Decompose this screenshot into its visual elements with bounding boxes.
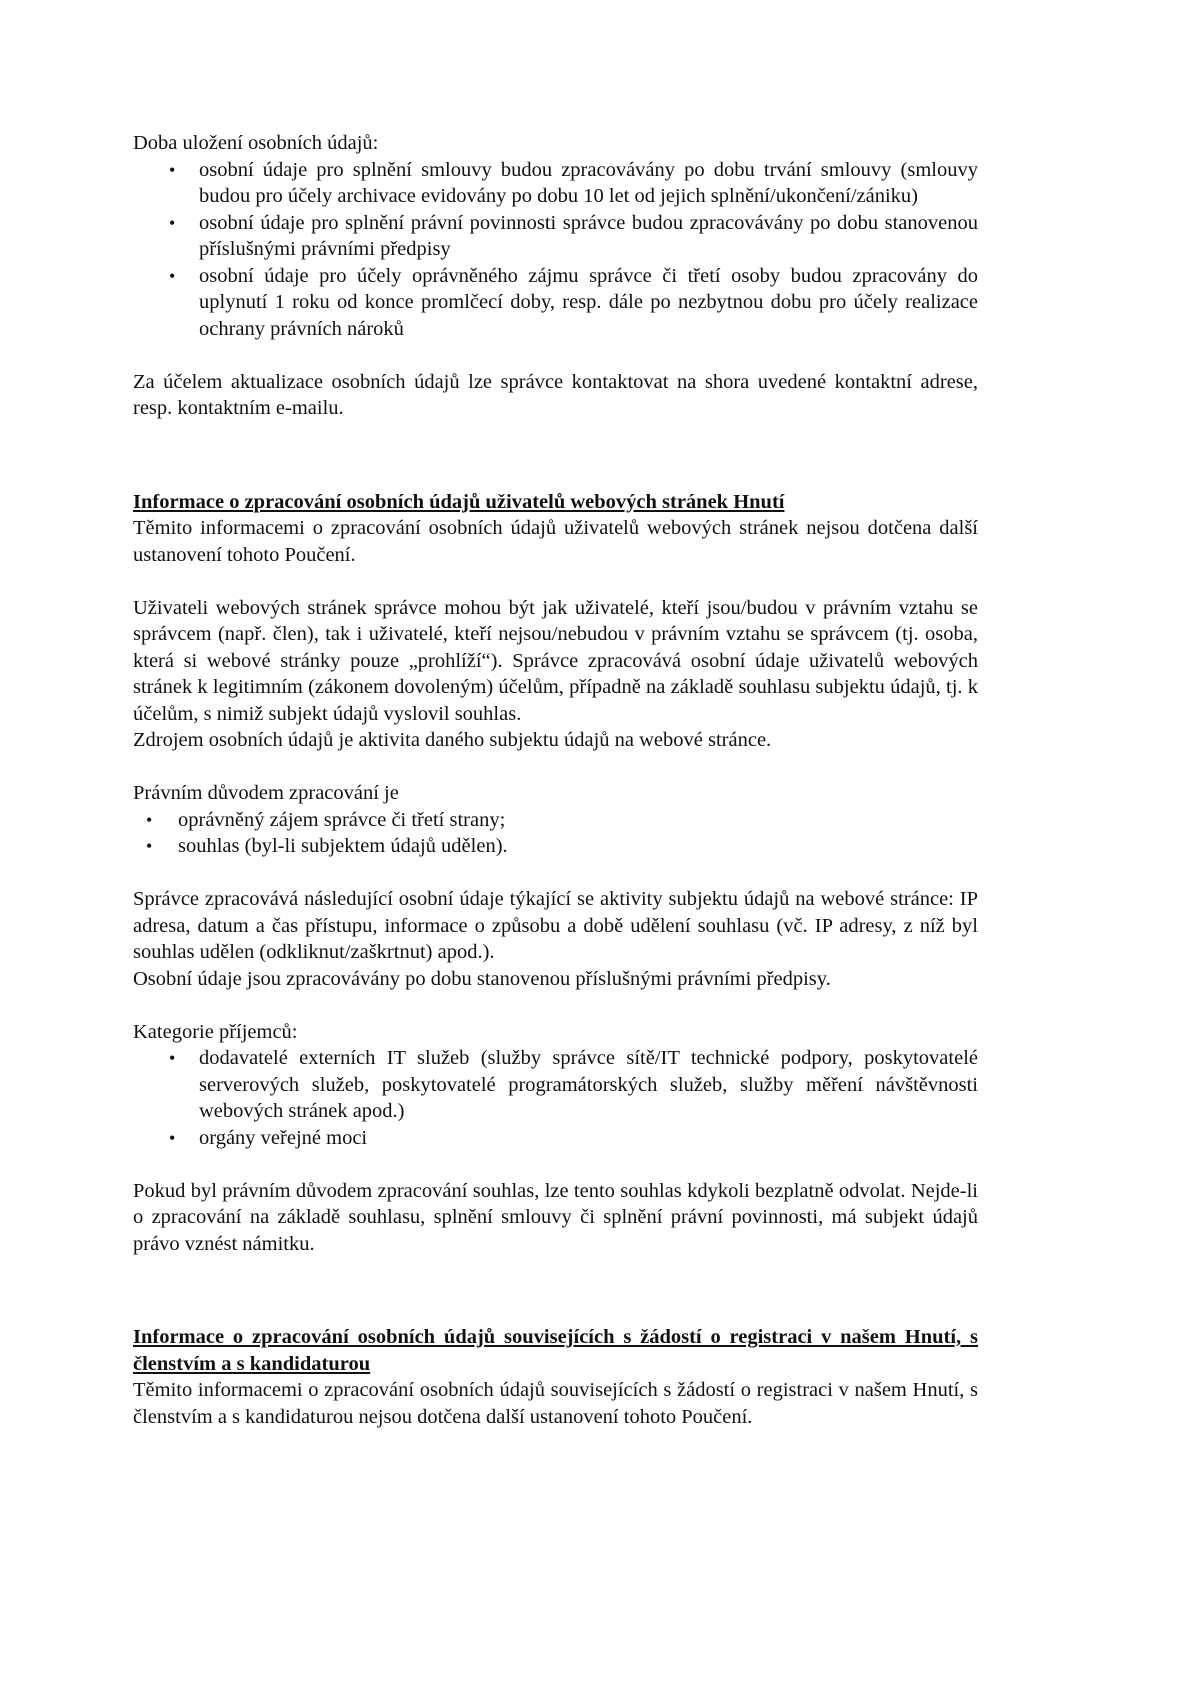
web-users-source-paragraph: Zdrojem osobních údajů je aktivita daného subjektu údajů na webové stránce. <box>133 729 772 751</box>
list-item: • osobní údaje pro splnění právní povinnosti správce budou zpracovávány po dobu stanovenou příslušnými právními předpisy <box>169 211 978 260</box>
web-users-section-title: Informace o zpracování osobních údajů uživatelů webových stránek Hnutí <box>133 490 785 513</box>
list-item: • souhlas (byl-li subjektem údajů udělen). <box>133 833 978 860</box>
legal-basis-heading: Právním důvodem zpracování je <box>133 782 399 804</box>
data-processed-paragraph: Správce zpracovává následující osobní údaje týkající se aktivity subjektu údajů na webové stránce: IP adresa, datum a čas přístupu, informace o způsobu a době udělení souhlasu (vč. IP adresy, z níž byl souhlas udělen (odkliknut/zaškrtnut) apod.). <box>133 888 978 963</box>
bullet-icon: • <box>169 212 176 233</box>
spacer <box>133 992 978 1019</box>
update-contact-paragraph: Za účelem aktualizace osobních údajů lze správce kontaktovat na shora uvedené kontaktní adrese, resp. kontaktním e-mailu. <box>133 370 978 419</box>
bullet-icon: • <box>169 1127 176 1148</box>
bullet-icon: • <box>169 1048 176 1068</box>
legal-basis-list <box>133 807 978 860</box>
web-users-who-paragraph: Uživateli webových stránek správce mohou být jak uživatelé, kteří jsou/budou v právním vztahu se správcem (např. člen), tak i uživatelé, kteří nejsou/nebudou v právním vztahu se správcem (tj. osoba, která si webové stránky pouze „prohlíží“). Správce zpracovává osobní údaje uživatelů webových stránek k legitimním (zákonem dovoleným) účelům, případně na základě souhlasu subjektu údajů, tj. k účelům, s nimiž subjekt údajů vyslovil souhlas. <box>133 596 978 725</box>
recipients-list <box>133 1045 978 1151</box>
withdrawal-paragraph: Pokud byl právním důvodem zpracování souhlas, lze tento souhlas kdykoli bezplatně odvolat. Nejde-li o zpracování na základě souhlasu, splnění smlouvy či splnění právní povinnosti, má subjekt údajů právo vznést námitku. <box>133 1179 978 1255</box>
document-page <box>133 130 978 1430</box>
bullet-icon: • <box>169 159 176 180</box>
bullet-icon: • <box>146 809 153 830</box>
bullet-icon: • <box>146 836 153 856</box>
list-item: • osobní údaje pro účely oprávněného zájmu správce či třetí osoby budou zpracovány do uplynutí 1 roku od konce promlčecí doby, resp. dále po nezbytnou dobu pro účely realizace ochrany právních nároků <box>169 264 978 340</box>
web-users-intro: Těmito informacemi o zpracování osobních údajů uživatelů webových stránek nejsou dotčena další ustanovení tohoto Poučení. <box>133 517 978 566</box>
list-item: • dodavatelé externích IT služeb (služby správce sítě/IT technické podpory, poskytovatelé serverových služeb, poskytovatelé programátorských služeb, služby měření návštěvnosti webových stránek apod.) <box>169 1047 978 1122</box>
retention-heading: Doba uložení osobních údajů: <box>133 132 379 154</box>
spacer <box>133 860 978 887</box>
spacer <box>133 422 978 475</box>
spacer <box>133 568 978 595</box>
bullet-icon: • <box>169 265 176 286</box>
list-item: • osobní údaje pro splnění smlouvy budou zpracovávány po dobu trvání smlouvy (smlouvy budou pro účely archivace evidovány po dobu 10 let od jejich splnění/ukončení/zániku) <box>169 158 978 207</box>
registration-intro: Těmito informacemi o zpracování osobních údajů souvisejících s žádostí o registraci v našem Hnutí, s členstvím a s kandidaturou nejsou dotčena další ustanovení tohoto Poučení. <box>133 1379 978 1428</box>
recipients-heading: Kategorie příjemců: <box>133 1020 298 1043</box>
spacer <box>133 754 978 781</box>
retention-list <box>133 157 978 343</box>
spacer <box>133 1257 978 1310</box>
spacer <box>133 342 978 369</box>
spacer <box>133 475 978 489</box>
registration-section-title: Informace o zpracování osobních údajů souvisejících s žádostí o registraci v našem Hnutí, s členstvím a s kandidaturou <box>133 1326 978 1375</box>
retention-paragraph: Osobní údaje jsou zpracovávány po dobu stanovenou příslušnými právními předpisy. <box>133 967 831 990</box>
spacer <box>133 1310 978 1324</box>
list-item: • oprávněný zájem správce či třetí strany; <box>133 807 978 834</box>
spacer <box>133 1151 978 1178</box>
list-item: • orgány veřejné moci <box>133 1125 978 1152</box>
